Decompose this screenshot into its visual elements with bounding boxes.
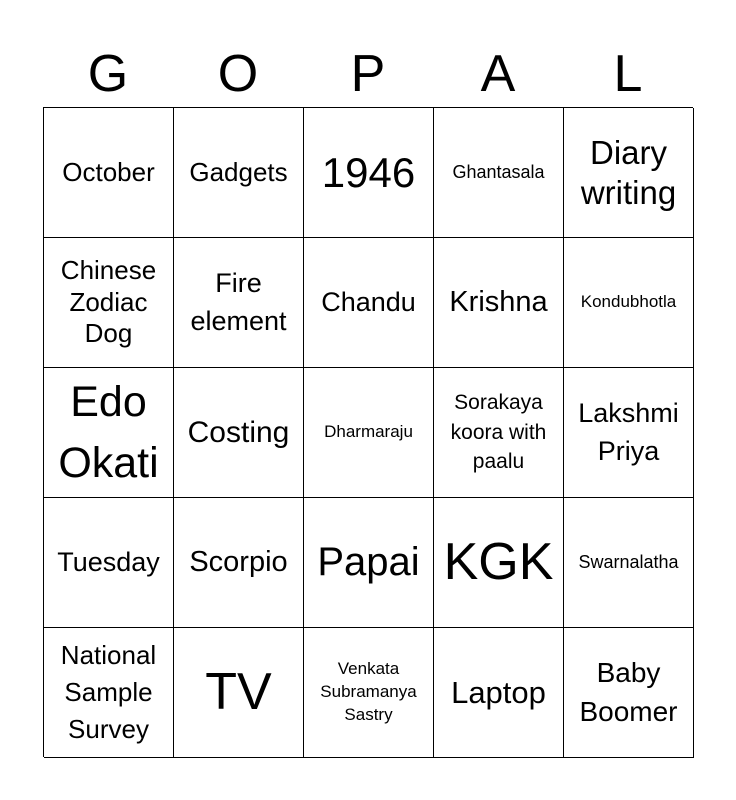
cell-text: Ghantasala <box>452 161 545 182</box>
bingo-cell[interactable] <box>44 238 174 368</box>
header-letter-o: O <box>217 45 259 103</box>
bingo-cell[interactable] <box>44 628 174 758</box>
cell-text: October <box>62 156 155 187</box>
bingo-cell[interactable] <box>564 368 694 498</box>
cell-text: Costing <box>187 415 290 449</box>
bingo-cell[interactable] <box>434 368 564 498</box>
cell-text: Lakshmi Priya <box>578 397 679 466</box>
bingo-cell[interactable] <box>174 628 304 758</box>
bingo-cell[interactable] <box>304 498 434 628</box>
bingo-cell[interactable] <box>564 108 694 238</box>
cell-text: Venkata Subramanya Sastry <box>320 659 417 724</box>
cell-text: KGK <box>443 532 554 591</box>
cell-text: Papai <box>317 540 420 585</box>
cell-text: Swarnalatha <box>578 551 679 572</box>
cell-text: Chandu <box>321 287 416 318</box>
bingo-cell[interactable] <box>174 368 304 498</box>
cell-text: Sorakaya koora with paalu <box>450 391 547 474</box>
header-letter-l: L <box>613 45 643 103</box>
cell-text: Baby Boomer <box>579 656 678 727</box>
bingo-cell[interactable] <box>434 238 564 368</box>
cell-text: Tuesday <box>57 547 160 578</box>
bingo-cell[interactable] <box>434 628 564 758</box>
cell-text: Laptop <box>451 674 546 710</box>
bingo-cell[interactable] <box>174 498 304 628</box>
cell-text: Edo Okati <box>58 378 159 487</box>
bingo-cell[interactable] <box>44 368 174 498</box>
bingo-cell[interactable] <box>564 628 694 758</box>
bingo-cell[interactable] <box>174 238 304 368</box>
bingo-cell[interactable] <box>174 108 304 238</box>
cell-text: Fire element <box>190 267 287 336</box>
cell-text: 1946 <box>321 148 416 196</box>
cell-text: TV <box>205 662 272 721</box>
bingo-cell[interactable] <box>304 628 434 758</box>
header-letter-p: P <box>350 45 386 103</box>
bingo-grid <box>43 107 693 757</box>
cell-text: Diary writing <box>580 133 677 211</box>
bingo-header <box>43 40 693 108</box>
bingo-cell[interactable] <box>304 368 434 498</box>
cell-text: Scorpio <box>189 546 288 579</box>
header-letter-g: G <box>87 45 129 103</box>
bingo-cell[interactable] <box>44 108 174 238</box>
cell-text: Dharmaraju <box>324 422 413 442</box>
bingo-cell[interactable] <box>434 498 564 628</box>
bingo-cell[interactable] <box>564 498 694 628</box>
cell-text: National Sample Survey <box>60 640 157 744</box>
header-letter-a: A <box>480 45 516 103</box>
bingo-cell[interactable] <box>44 498 174 628</box>
cell-text: Krishna <box>449 286 548 319</box>
bingo-cell[interactable] <box>304 238 434 368</box>
bingo-cell[interactable] <box>434 108 564 238</box>
bingo-cell[interactable] <box>564 238 694 368</box>
cell-text: Chinese Zodiac Dog <box>60 254 157 349</box>
cell-text: Gadgets <box>189 156 288 187</box>
bingo-cell[interactable] <box>304 108 434 238</box>
cell-text: Kondubhotla <box>580 292 677 312</box>
